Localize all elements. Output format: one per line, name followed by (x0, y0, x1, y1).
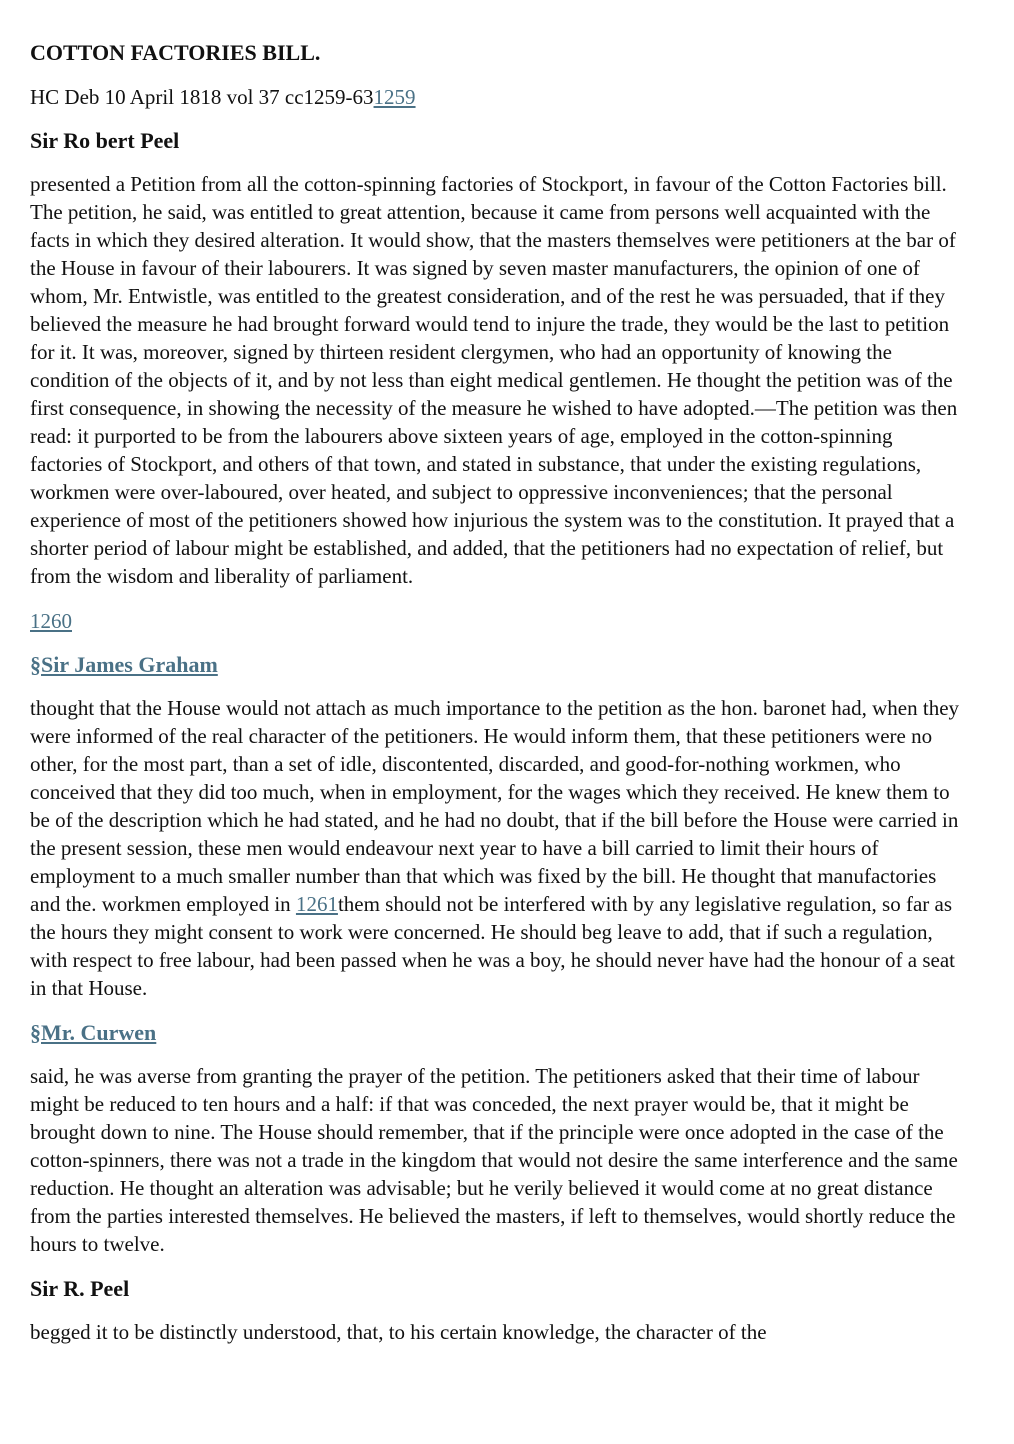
speech-paragraph: said, he was averse from granting the prayer of the petition. The petitioners asked that their time of labour might be reduced to ten hours and a half: if that was conceded, the next prayer would be, that it might be brought down to nine. The House should remember, that if the principle were once adopted in the case of the cotton-spinners, there was not a trade in the kingdom that would not desire the same interference and the same reduction. He thought an alteration was advisable; but he verily believed it would come at no great distance from the parties interested themselves. He believed the masters, if left to themselves, would shortly reduce the hours to twelve. (30, 1064, 958, 1256)
hansard-document (30, 38, 970, 1346)
speaker-heading (30, 650, 970, 680)
page-title: COTTON FACTORIES BILL. (30, 40, 321, 65)
speaker-heading (30, 1018, 970, 1048)
speech-paragraph-partial: begged it to be distinctly understood, that, to his certain knowledge, the character of the (30, 1320, 767, 1344)
column-link-1259[interactable]: 1259 (373, 85, 416, 109)
column-link-1261[interactable]: 1261 (295, 892, 338, 916)
column-link-1260[interactable]: 1260 (30, 609, 72, 633)
section-mark: § (30, 1020, 41, 1045)
citation-text: HC Deb 10 April 1818 vol 37 cc1259-63 (30, 85, 374, 109)
column-reference (30, 606, 970, 636)
speaker-link-mr-curwen[interactable]: Mr. Curwen (41, 1020, 157, 1045)
speaker-name: Sir Ro bert Peel (30, 128, 180, 153)
debate-citation (30, 82, 970, 112)
speaker-link-sir-james-graham[interactable]: Sir James Graham (41, 652, 218, 677)
speech-paragraph (30, 694, 970, 1002)
speech-text: thought that the House would not attach as much importance to the petition as the hon. baronet had, when they were informed of the real character of the petitioners. He would inform them, that these petitioners were no other, for the most part, than a set of idle, discontented, discarded, and good-for-nothing workmen, who conceived that they did too much, when in employment, for the wages which they received. He knew them to be of the description which he had stated, and he had no doubt, that if the bill before the House were carried in the present session, these men would endeavour next year to have a bill carried to limit their hours of employment to a much smaller number than that which was fixed by the bill. He thought that manufactories and the. workmen employed in (30, 696, 960, 916)
speaker-name: Sir R. Peel (30, 1276, 130, 1301)
speech-text: them should not be interfered with by any legislative regulation, so far as the hours they might consent to work were concerned. He should beg leave to add, that if such a regulation, with respect to free labour, had been passed when he was a boy, he should never have had the honour of a seat in that House. (30, 892, 955, 1000)
speech-paragraph: presented a Petition from all the cotton-spinning factories of Stockport, in favour of the Cotton Factories bill. The petition, he said, was entitled to great attention, because it came from persons well acquainted with the facts in which they desired alteration. It would show, that the masters themselves were petitioners at the bar of the House in favour of their labourers. It was signed by seven master manufacturers, the opinion of one of whom, Mr. Entwistle, was entitled to the greatest consideration, and of the rest he was persuaded, that if they believed the measure he had brought forward would tend to injure the trade, they would be the last to petition for it. It was, moreover, signed by thirteen resident clergymen, who had an opportunity of knowing the condition of the objects of it, and by not less than eight medical gentlemen. He thought the petition was of the first consequence, in showing the necessity of the measure he wished to have adopted.—The petition was then read: it purported to be from the labourers above sixteen years of age, employed in the cotton-spinning factories of Stockport, and others of that town, and stated in substance, that under the existing regulations, workmen were over-laboured, over heated, and subject to oppressive inconveniences; that the personal experience of most of the petitioners showed how injurious the system was to the constitution. It prayed that a shorter period of labour might be established, and added, that the petitioners had no expectation of relief, but from the wisdom and liberality of parliament. (30, 172, 958, 588)
section-mark: § (30, 652, 41, 677)
